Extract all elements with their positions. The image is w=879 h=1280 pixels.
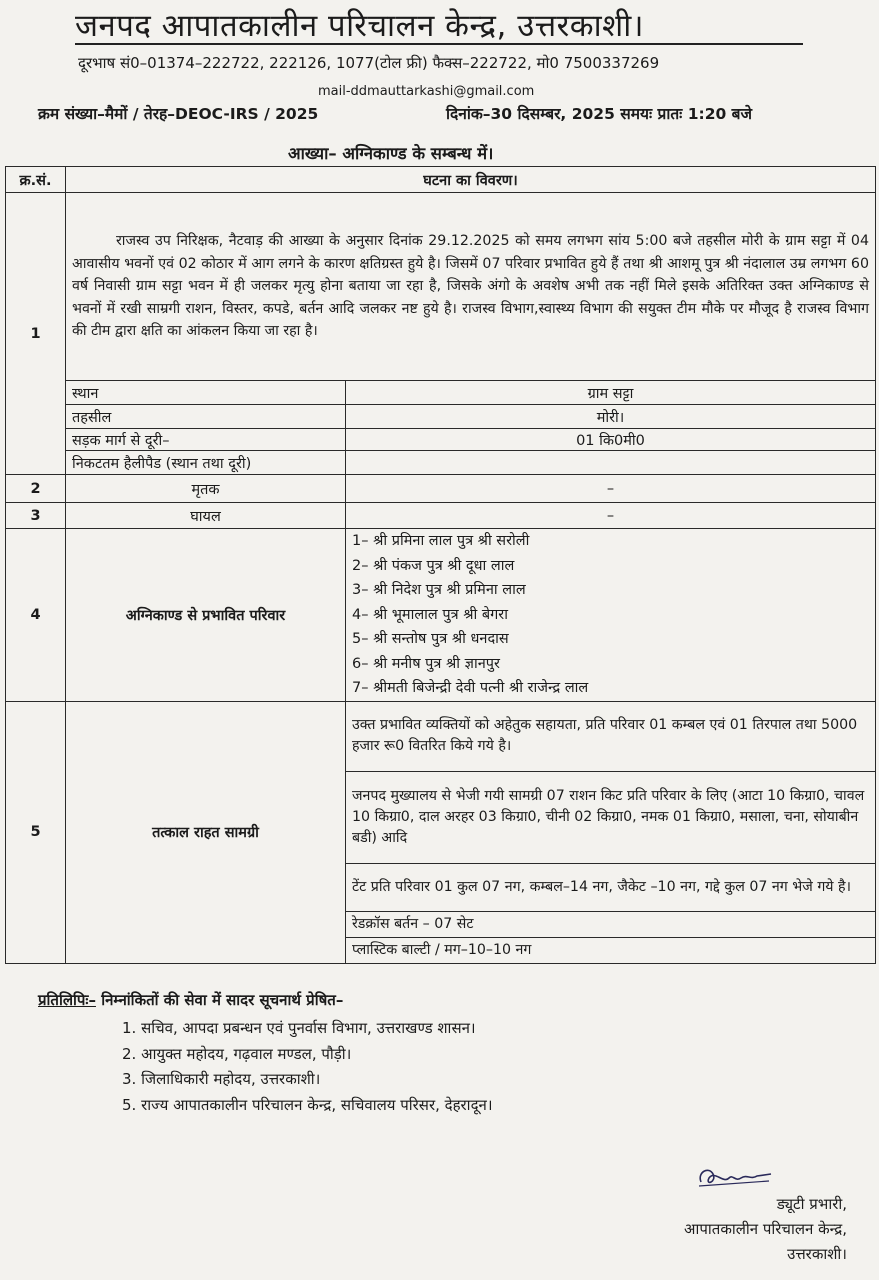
signature-block — [612, 1192, 847, 1267]
road-distance-value: 01 कि0मी0 — [346, 429, 876, 451]
list-item: 1– श्री प्रमिना लाल पुत्र श्री सरोली — [352, 533, 530, 549]
column-header-sn: क्र.सं. — [6, 167, 66, 193]
helipad-value — [346, 451, 876, 475]
incident-table — [5, 166, 876, 964]
tehsil-label: तहसील — [66, 405, 346, 429]
row-number: 3 — [6, 503, 66, 529]
table-row — [6, 381, 876, 405]
copy-intro: निम्नांकितों की सेवा में सादर सूचनार्थ प्रेषित– — [101, 991, 344, 1009]
email-address: mail-ddmauttarkashi@gmail.com — [318, 84, 535, 99]
row-number: 2 — [6, 475, 66, 503]
affected-families-list — [346, 529, 876, 702]
table-row — [6, 529, 876, 702]
affected-families-label: अग्निकाण्ड से प्रभावित परिवार — [66, 529, 346, 702]
signatory-designation: ड्यूटी प्रभारी, — [776, 1195, 847, 1213]
injured-label: घायल — [66, 503, 346, 529]
relief-item: रेडक्रॉस बर्तन – 07 सेट — [346, 911, 876, 937]
list-item: 4– श्री भूमालाल पुत्र श्री बेगरा — [352, 606, 508, 623]
incident-narrative: राजस्व उप निरिक्षक, नैटवाड़ की आख्या के अनुसार दिनांक 29.12.2025 को समय लगभग सांय 5:00 बजे तहसील मोरी के ग्राम सट्टा में 04 आवासीय भवनों एवं 02 कोठार में आग लगने के कारण क्षतिग्रस्त हुये है। जिसमें 07 परिवार प्रभावित हुये हैं तथा श्री आशमू पुत्र श्री नंदालाल उम्र लगभग 60 वर्ष निवासी ग्राम सट्टा भवन में ही जलकर मृत्यु होना बताया जा रहा है, जिसके अंगो के अवशेष अभी तक नहीं मिले इसके अतिरिक्त उक्त अग्निकाण्ड से भवनों में रखी साम्रगी राशन, विस्तर, कपडे, बर्तन आदि जलकर नष्ट हुये है। राजस्व विभाग,स्वास्थ्य विभाग की सयुक्त टीम मौके पर मौजूद है राजस्व विभाग की टीम द्वारा क्षति का आंकलन किया जा रहा है। — [66, 193, 876, 381]
list-item: 3. जिलाधिकारी महोदय, उत्तरकाशी। — [122, 1070, 321, 1088]
table-row — [6, 429, 876, 451]
list-item: 2. आयुक्त महोदय, गढ़वाल मण्डल, पौड़ी। — [122, 1044, 352, 1063]
copy-recipient-list — [122, 1016, 493, 1118]
table-row — [6, 701, 876, 771]
table-row — [6, 451, 876, 475]
title-underline — [75, 43, 803, 45]
row-number: 1 — [6, 193, 66, 475]
subject-line: आख्या– अग्निकाण्ड के सम्बन्ध में। — [288, 144, 494, 163]
table-row — [6, 405, 876, 429]
office-title: जनपद आपातकालीन परिचालन केन्द्र, उत्तरकाशी। — [75, 8, 645, 44]
table-row — [6, 503, 876, 529]
reference-line — [38, 102, 753, 124]
signature-scribble — [695, 1164, 775, 1192]
copy-label: प्रतिलिपिः– — [38, 991, 96, 1009]
relief-item: टेंट प्रति परिवार 01 कुल 07 नग, कम्बल–14 नग, जैकेट –10 नग, गद्दे कुल 07 नग भेजे गये है। — [346, 863, 876, 911]
contact-line: दूरभाष सं0–01374–222722, 222126, 1077(टोल फ्री) फैक्स–222722, मो0 7500337269 — [78, 54, 660, 72]
deceased-label: मृतक — [66, 475, 346, 503]
list-item: 5. राज्य आपातकालीन परिचालन केन्द्र, सचिवालय परिसर, देहरादून। — [122, 1095, 493, 1114]
tehsil-value: मोरी। — [346, 405, 876, 429]
injured-value: – — [346, 503, 876, 529]
date-time: दिनांक–30 दिसम्बर, 2025 समयः प्रातः 1:20 बजे — [446, 105, 753, 123]
road-distance-label: सड़क मार्ग से दूरी– — [66, 429, 346, 451]
list-item: 6– श्री मनीष पुत्र श्री ज्ञानपुर — [352, 655, 500, 672]
table-header-row — [6, 167, 876, 193]
list-item: 3– श्री निदेश पुत्र श्री प्रमिना लाल — [352, 582, 526, 598]
reference-number: क्रम संख्या–मैमों / तेरह–DEOC-IRS / 2025 — [38, 105, 319, 123]
list-item: 1. सचिव, आपदा प्रबन्धन एवं पुनर्वास विभाग, उत्तराखण्ड शासन। — [122, 1019, 476, 1037]
relief-item: उक्त प्रभावित व्यक्तियों को अहेतुक सहायता, प्रति परिवार 01 कम्बल एवं 01 तिरपाल तथा 5000 हजार रू0 वितरित किये गये है। — [346, 701, 876, 771]
signatory-office: आपातकालीन परिचालन केन्द्र, — [684, 1220, 847, 1238]
place-label: स्थान — [66, 381, 346, 405]
list-item: 5– श्री सन्तोष पुत्र श्री धनदास — [352, 631, 509, 647]
table-row — [6, 475, 876, 503]
column-header-details: घटना का विवरण। — [66, 167, 876, 193]
table-row — [6, 193, 876, 381]
place-value: ग्राम सट्टा — [346, 381, 876, 405]
row-number: 4 — [6, 529, 66, 702]
signatory-location: उत्तरकाशी। — [787, 1245, 847, 1263]
relief-item: प्लास्टिक बाल्टी / मग–10–10 नग — [346, 937, 876, 963]
deceased-value: – — [346, 475, 876, 503]
list-item: 2– श्री पंकज पुत्र श्री दूधा लाल — [352, 557, 515, 574]
relief-item: जनपद मुख्यालय से भेजी गयी सामग्री 07 राशन किट प्रति परिवार के लिए (आटा 10 किग्रा0, चावल 10 किग्रा0, दाल अरहर 03 किग्रा0, चीनी 02 किग्रा0, नमक 01 किग्रा0, मसाला, चना, सोयाबीन बडी) आदि — [346, 771, 876, 863]
row-number: 5 — [6, 701, 66, 963]
relief-material-label: तत्काल राहत सामग्री — [66, 701, 346, 963]
helipad-label: निकटतम हैलीपैड (स्थान तथा दूरी) — [66, 451, 346, 475]
copy-heading — [38, 990, 343, 1010]
list-item: 7– श्रीमती बिजेन्द्री देवी पत्नी श्री राजेन्द्र लाल — [352, 680, 589, 696]
